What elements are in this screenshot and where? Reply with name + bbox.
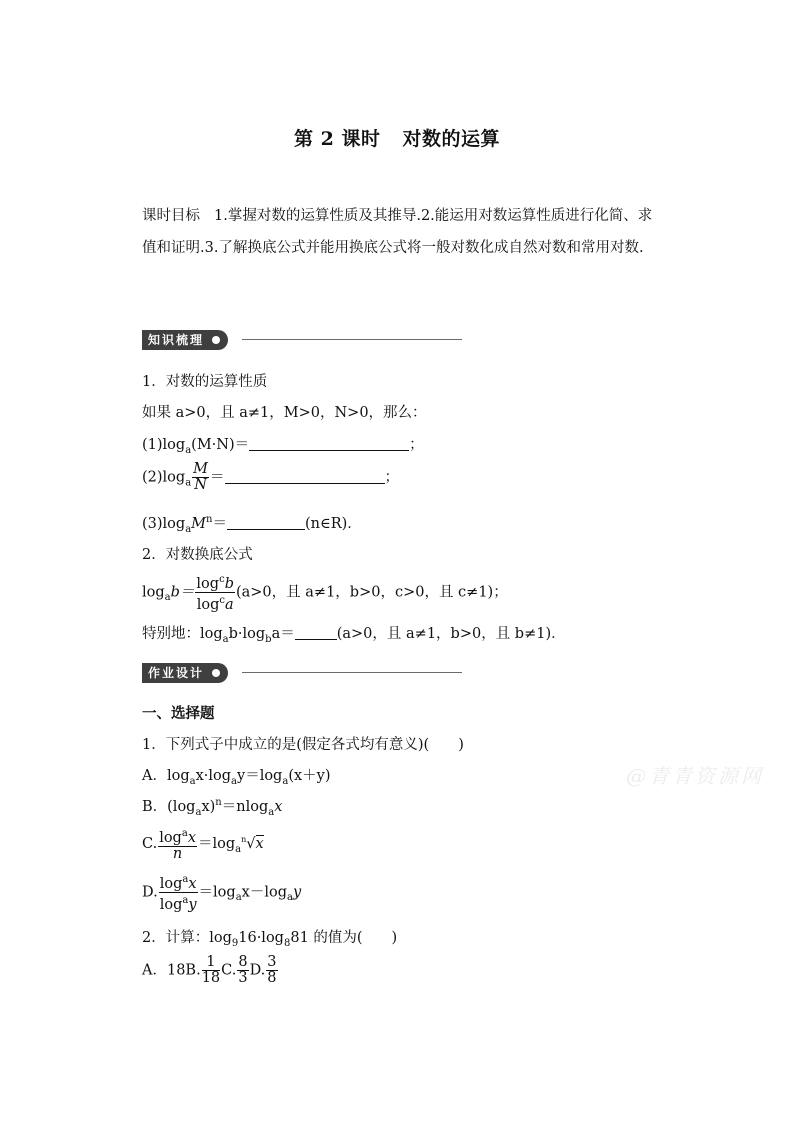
fraction: $\frac{\log^ax}{n}$	[159, 828, 196, 862]
root-index: n	[241, 835, 247, 845]
section-divider	[242, 672, 462, 673]
fraction: $\frac{\log^ax}{\log^ay}$	[159, 874, 197, 913]
lesson-number: 第 2 课时	[294, 128, 381, 150]
radical-sign-icon: √	[246, 835, 256, 852]
change-of-base-formula: $\log_ab=$ $\frac{\log^cb}{\log^ca}$ (a>0，且 a≠1，b>0，c>0，且 c≠1)；	[142, 574, 508, 613]
item-heading-1: 1．对数的运算性质	[142, 374, 268, 390]
fraction: $\frac{3}{8}$	[267, 954, 277, 986]
question-2-options: A．18B. $\frac{1}{18}$ C. $\frac{8}{3}$ D. $\frac{3}{8}$	[142, 954, 277, 986]
lesson-goal	[142, 200, 662, 264]
fraction: $\frac{\log^cb}{\log^ca}$	[196, 574, 234, 613]
watermark: @青青资源网	[626, 764, 764, 788]
page-title	[0, 124, 794, 151]
option-1b: B．$(\log_ax)^n=nlog_ax$	[142, 797, 283, 818]
item-heading-2: 2．对数换底公式	[142, 547, 253, 563]
answer-blank[interactable]	[249, 436, 409, 451]
bullet-dot-icon	[212, 336, 220, 344]
answer-blank[interactable]	[227, 515, 305, 530]
part-heading: 一、选择题	[142, 705, 215, 722]
option-1a: A．$\log_ax\cdot\log_ay=\log_a(x+y)$	[142, 768, 331, 787]
goal-label: 课时目标	[142, 208, 200, 224]
bullet-dot-icon	[212, 669, 220, 677]
section-tag: 作业设计	[142, 663, 228, 683]
condition-line: 如果 a>0，且 a≠1，M>0，N>0，那么：	[142, 405, 427, 421]
question-2: 2．计算：$\log_916\cdot\log_881$ 的值为( )	[142, 930, 398, 949]
fraction: $\frac{8}{3}$	[238, 954, 248, 986]
section-divider	[242, 339, 462, 340]
answer-blank[interactable]	[225, 469, 385, 484]
option-1d: D. $\frac{\log^ax}{\log^ay}$ $=\log_ax-\log_ay$	[142, 874, 302, 913]
formula-quotient: $(2)\log_a$ $\frac{M}{N}$ ＝ ；	[142, 461, 400, 493]
answer-blank[interactable]	[295, 625, 337, 640]
formula-product: $(1)\log_a(M\cdot N)=$ ；	[142, 437, 424, 456]
goal-text: 1.掌握对数的运算性质及其推导.2.能运用对数运算性质进行化简、求值和证明.3.了解换底公式并能用换底公式将一般对数化成自然对数和常用对数.	[142, 208, 653, 256]
section-tag: 知识梳理	[142, 330, 228, 350]
question-1: 1．下列式子中成立的是(假定各式均有意义)( )	[142, 737, 464, 753]
fraction: $\frac{M}{N}$	[193, 461, 209, 493]
fraction: $\frac{1}{18}$	[201, 954, 221, 986]
special-case-formula: 特别地：$\log_ab\cdot\log_ba= (a>0$，且 a≠1，b>0，且 b≠1)．	[142, 626, 566, 645]
lesson-topic: 对数的运算	[402, 128, 500, 150]
option-1c: C. $\frac{\log^ax}{n}$ $=\log_a^n√x$	[142, 828, 264, 862]
formula-power: $(3)\log_aM^n=$ (n∈R)．	[142, 514, 362, 535]
